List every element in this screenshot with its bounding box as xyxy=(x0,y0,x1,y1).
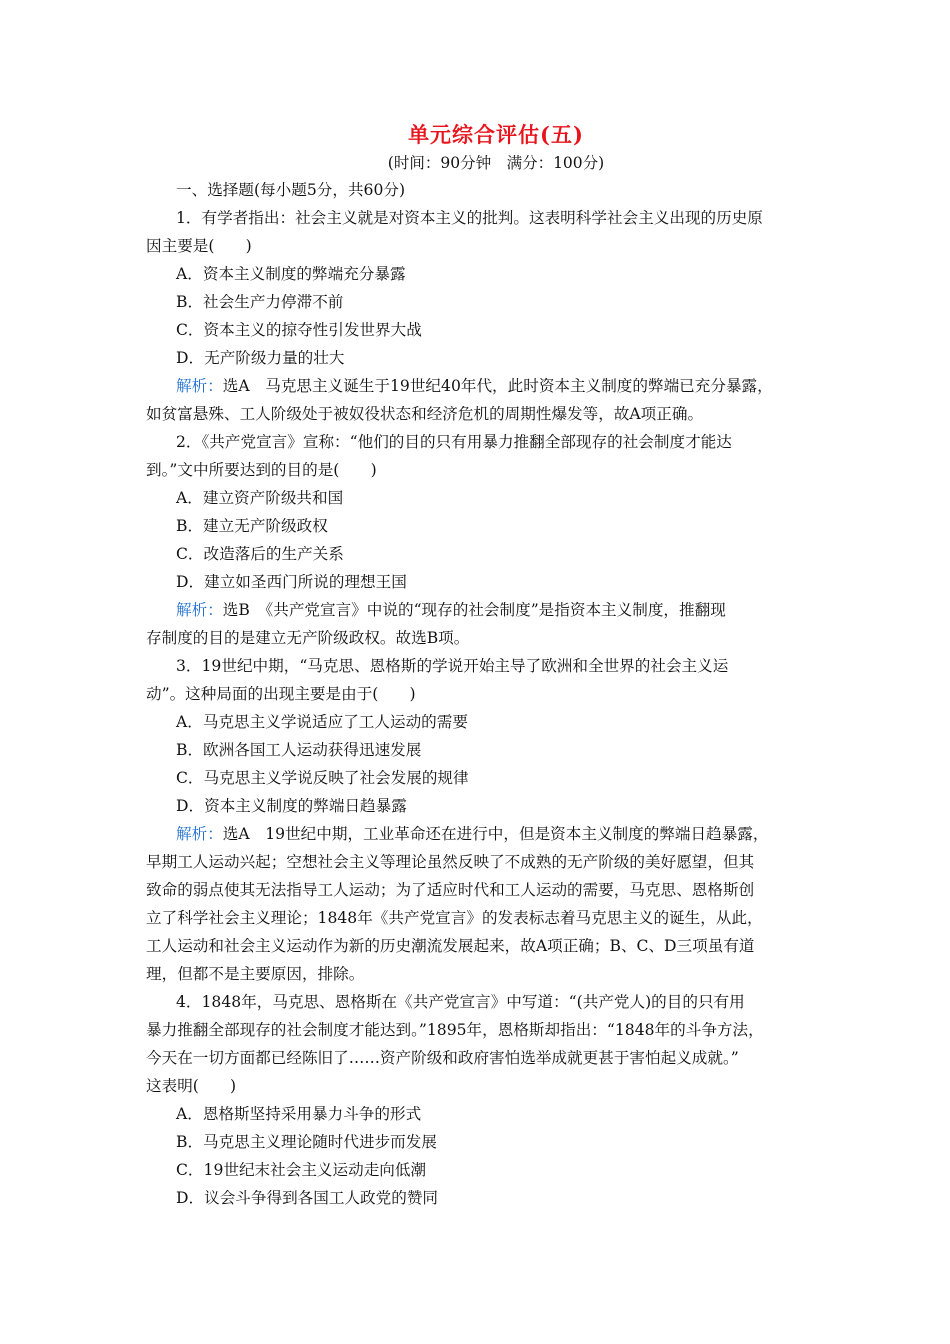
question-2 xyxy=(146,428,826,652)
answer-option: D．议会斗争得到各国工人政党的赞同 xyxy=(176,1189,439,1207)
question-stem-line: 到。”文中所要达到的目的是( ) xyxy=(146,461,377,479)
analysis-text: 选A 马克思主义诞生于19世纪40年代，此时资本主义制度的弊端已充分暴露， xyxy=(222,377,773,395)
analysis-line: 致命的弱点使其无法指导工人运动；为了适应时代和工人运动的需要，马克思、恩格斯创 xyxy=(146,881,755,899)
question-stem-line: 3．19世纪中期，“马克思、恩格斯的学说开始主导了欧洲和全世界的社会主义运 xyxy=(176,657,729,675)
analysis-line xyxy=(146,372,826,400)
question-stem-line: 今天在一切方面都已经陈旧了……资产阶级和政府害怕选举成就更甚于害怕起义成就。” xyxy=(146,1049,739,1067)
answer-option: D．无产阶级力量的壮大 xyxy=(176,349,345,367)
analysis-line xyxy=(146,820,826,848)
analysis-line: 工人运动和社会主义运动作为新的历史潮流发展起来，故A项正确；B、C、D三项虽有道 xyxy=(146,937,755,955)
question-list xyxy=(146,204,826,1212)
answer-option: B．欧洲各国工人运动获得迅速发展 xyxy=(176,741,422,759)
answer-option: C．马克思主义学说反映了社会发展的规律 xyxy=(176,769,469,787)
answer-option: C．改造落后的生产关系 xyxy=(176,545,344,563)
answer-option: C．资本主义的掠夺性引发世界大战 xyxy=(176,321,422,339)
question-stem-line: 动”。这种局面的出现主要是由于( ) xyxy=(146,685,416,703)
answer-option: D．建立如圣西门所说的理想王国 xyxy=(176,573,407,591)
answer-option: A．资本主义制度的弊端充分暴露 xyxy=(176,265,406,283)
question-stem-line: 这表明( ) xyxy=(146,1077,237,1095)
answer-option: A．建立资产阶级共和国 xyxy=(176,489,344,507)
analysis-line xyxy=(146,596,826,624)
question-3 xyxy=(146,652,826,988)
answer-option: A．马克思主义学说适应了工人运动的需要 xyxy=(176,713,468,731)
answer-option: B．马克思主义理论随时代进步而发展 xyxy=(176,1133,437,1151)
answer-option: B．社会生产力停滞不前 xyxy=(176,293,344,311)
document-page xyxy=(146,120,826,1212)
analysis-label: 解析： xyxy=(176,601,223,619)
analysis-line: 存制度的目的是建立无产阶级政权。故选B项。 xyxy=(146,629,470,647)
answer-option: B．建立无产阶级政权 xyxy=(176,517,328,535)
question-stem-line: 1．有学者指出：社会主义就是对资本主义的批判。这表明科学社会主义出现的历史原 xyxy=(176,209,763,227)
question-1 xyxy=(146,204,826,428)
question-4 xyxy=(146,988,826,1212)
answer-option: A．恩格斯坚持采用暴力斗争的形式 xyxy=(176,1105,422,1123)
answer-option: C．19世纪末社会主义运动走向低潮 xyxy=(176,1161,427,1179)
question-stem-line: 4．1848年，马克思、恩格斯在《共产党宣言》中写道：“(共产党人)的目的只有用 xyxy=(176,993,745,1011)
analysis-line: 立了科学社会主义理论；1848年《共产党宣言》的发表标志着马克思主义的诞生，从此， xyxy=(146,909,763,927)
answer-option: D．资本主义制度的弊端日趋暴露 xyxy=(176,797,407,815)
analysis-text: 选B 《共产党宣言》中说的“现存的社会制度”是指资本主义制度，推翻现 xyxy=(222,601,726,619)
analysis-label: 解析： xyxy=(176,825,223,843)
analysis-line: 早期工人运动兴起；空想社会主义等理论虽然反映了不成熟的无产阶级的美好愿望，但其 xyxy=(146,853,755,871)
section-heading: 一、选择题(每小题5分，共60分) xyxy=(176,181,406,199)
document-title: 单元综合评估(五) xyxy=(408,122,584,147)
question-stem-line: 因主要是( ) xyxy=(146,237,252,255)
question-stem-line: 2．《共产党宣言》宣称：“他们的目的只有用暴力推翻全部现存的社会制度才能达 xyxy=(176,433,732,451)
question-stem-line: 暴力推翻全部现存的社会制度才能达到。”1895年，恩格斯却指出：“1848年的斗争方法， xyxy=(146,1021,764,1039)
analysis-line: 如贫富悬殊、工人阶级处于被奴役状态和经济危机的周期性爆发等，故A项正确。 xyxy=(146,405,704,423)
analysis-label: 解析： xyxy=(176,377,223,395)
analysis-text: 选A 19世纪中期，工业革命还在进行中，但是资本主义制度的弊端日趋暴露， xyxy=(222,825,769,843)
analysis-line: 理，但都不是主要原因，排除。 xyxy=(146,965,365,983)
exam-meta: (时间：90分钟 满分：100分) xyxy=(387,154,605,172)
